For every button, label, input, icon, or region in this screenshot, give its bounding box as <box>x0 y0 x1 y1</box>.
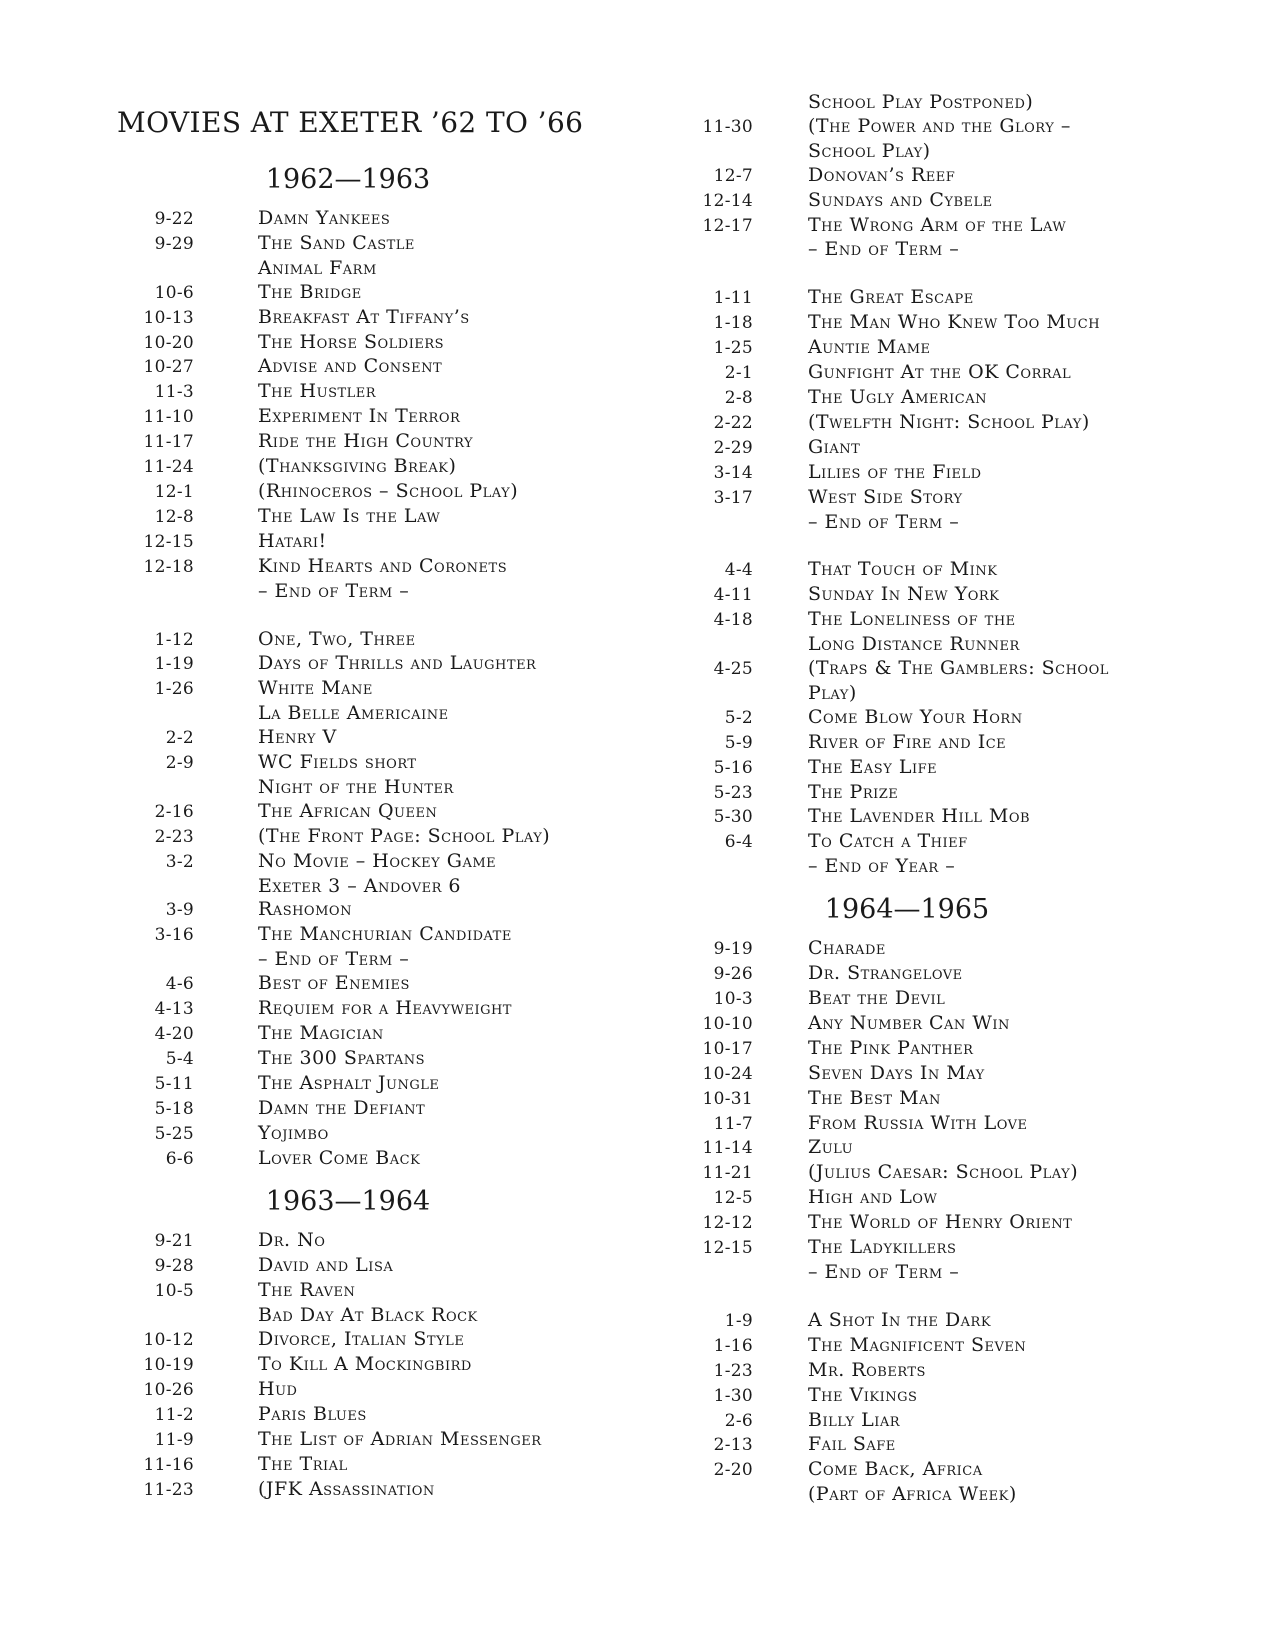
movie-title: From Russia With Love <box>808 1111 1028 1134</box>
movie-date: 10-5 <box>154 1281 194 1302</box>
movie-date: 9-19 <box>713 939 753 960</box>
movie-title: The World of Henry Orient <box>808 1211 1073 1234</box>
movie-row <box>117 972 579 997</box>
movie-title: The Magician <box>258 1022 384 1044</box>
movie-date: 10-20 <box>143 332 194 353</box>
movie-row <box>117 530 579 555</box>
movie-date: 11-24 <box>143 457 194 478</box>
term-gap <box>676 262 1138 286</box>
movie-date: 3-17 <box>713 487 753 508</box>
movie-row <box>117 1453 579 1478</box>
movie-title: To Catch a Thief <box>808 830 968 853</box>
movie-title: Lilies of the Field <box>808 460 982 483</box>
movie-date: 5-2 <box>724 707 753 728</box>
movie-date: 2-22 <box>713 412 753 433</box>
movie-title: Henry V <box>258 726 337 749</box>
movie-title: Donovan’s Reef <box>808 163 956 186</box>
movie-title: Breakfast At Tiffany’s <box>258 305 470 328</box>
movie-date: 4-25 <box>713 659 753 680</box>
term-gap <box>676 534 1138 558</box>
movie-title: Kind Hearts and Coronets <box>258 554 508 577</box>
movie-date: 11-21 <box>702 1163 753 1184</box>
movie-title: Come Back, Africa <box>808 1458 983 1481</box>
movie-title: The Ladykillers <box>808 1236 957 1259</box>
movie-title: (Thanksgiving Break) <box>258 455 457 478</box>
movie-title: Gunfight At the OK Corral <box>808 361 1072 384</box>
movie-date: 10-26 <box>143 1379 194 1400</box>
movie-title: The Trial <box>258 1452 348 1475</box>
movie-row <box>117 1097 579 1122</box>
movie-row <box>117 997 579 1022</box>
movie-title: The Raven <box>258 1279 356 1302</box>
movie-title: No Movie – Hockey Game <box>258 849 497 872</box>
movie-title: The Best Man <box>808 1086 941 1109</box>
movie-title: The Asphalt Jungle <box>258 1071 440 1094</box>
movie-date: 1-18 <box>713 313 753 334</box>
movie-title: Advise and Consent <box>258 355 443 378</box>
movie-row <box>676 1309 1138 1334</box>
movie-row <box>676 361 1138 386</box>
movie-row <box>117 380 579 405</box>
movie-row <box>676 1433 1138 1458</box>
term-gap <box>676 1285 1138 1309</box>
movie-title: The Pink Panther <box>808 1036 974 1059</box>
movie-row <box>117 898 579 923</box>
movie-date: 2-9 <box>165 753 194 774</box>
movie-date: 1-11 <box>713 288 753 309</box>
movie-title: (The Power and the Glory – <box>808 114 1071 137</box>
movie-title: The Wrong Arm of the Law <box>808 213 1067 236</box>
movie-title: (Traps & The Gamblers: School <box>808 657 1109 680</box>
movie-date: 6-4 <box>724 832 753 853</box>
movie-title: That Touch of Mink <box>808 558 998 581</box>
movie-row <box>676 140 1138 164</box>
movie-title: Billy Liar <box>808 1408 901 1431</box>
movie-row <box>117 652 579 677</box>
movie-title: Damn the Defiant <box>258 1096 426 1119</box>
movie-date: 4-20 <box>154 1024 194 1044</box>
movie-date: 10-19 <box>143 1354 194 1375</box>
movie-date: 12-17 <box>702 215 753 236</box>
term-gap <box>117 604 579 628</box>
movie-title: Beat the Devil <box>808 987 946 1009</box>
movie-row <box>676 1409 1138 1434</box>
season-heading: 1964—1965 <box>824 894 990 926</box>
movie-row <box>676 781 1138 806</box>
movie-date: 9-29 <box>154 233 194 254</box>
movie-title: Exeter 3 – Andover 6 <box>258 874 462 897</box>
movie-title: Experiment In Terror <box>258 405 461 428</box>
movie-row <box>676 1161 1138 1186</box>
movie-row <box>117 628 579 653</box>
movie-row <box>117 580 579 604</box>
movie-date: 11-30 <box>702 116 753 137</box>
movie-date: 10-10 <box>702 1013 753 1034</box>
movie-date: 9-26 <box>713 964 753 985</box>
movie-title: Sunday In New York <box>808 583 1000 606</box>
movie-row <box>676 682 1138 706</box>
movie-date: 11-2 <box>154 1404 194 1425</box>
movie-row <box>117 1072 579 1097</box>
movie-row <box>117 480 579 505</box>
movie-title: Dr. No <box>258 1229 326 1252</box>
movie-row <box>676 461 1138 486</box>
movie-title: Any Number Can Win <box>808 1011 1010 1034</box>
movie-date: 2-20 <box>713 1460 753 1481</box>
movie-row <box>676 1112 1138 1137</box>
movie-title: The Bridge <box>258 280 362 303</box>
movie-title: White Mane <box>258 677 373 700</box>
movie-title: (JFK Assassination <box>258 1477 435 1500</box>
movie-row <box>676 1334 1138 1359</box>
movie-title: Hatari! <box>258 529 327 552</box>
movie-row <box>117 677 579 702</box>
movie-row <box>676 91 1138 115</box>
movie-date: 3-9 <box>165 900 194 921</box>
movie-date: 5-16 <box>713 757 753 778</box>
movie-title: The Ugly American <box>808 385 988 408</box>
movie-title: River of Fire and Ice <box>808 730 1007 753</box>
movie-row <box>117 555 579 580</box>
movie-row <box>117 281 579 306</box>
movie-row <box>117 1378 579 1403</box>
movie-date: 11-17 <box>143 432 194 453</box>
movie-row <box>676 486 1138 511</box>
movie-title: Animal Farm <box>258 256 377 279</box>
movie-row <box>676 937 1138 962</box>
movie-row <box>676 1384 1138 1409</box>
movie-date: 5-30 <box>713 807 753 828</box>
movie-title: Sundays and Cybele <box>808 188 993 211</box>
movie-date: 1-25 <box>713 338 753 359</box>
movie-date: 2-29 <box>713 437 753 458</box>
movie-row <box>117 702 579 726</box>
movie-date: 10-17 <box>702 1038 753 1059</box>
movie-title: Zulu <box>808 1136 854 1159</box>
movie-date: 2-1 <box>724 363 753 384</box>
movie-row <box>676 1186 1138 1211</box>
movie-row <box>676 411 1138 436</box>
movie-date: 1-16 <box>713 1335 753 1356</box>
movie-title: Come Blow Your Horn <box>808 705 1023 728</box>
movie-date: 9-22 <box>154 209 194 229</box>
season-heading: 1963—1964 <box>265 1186 431 1218</box>
movie-date: 1-9 <box>724 1310 753 1331</box>
movie-date: 12-7 <box>713 165 753 186</box>
movie-row <box>676 830 1138 855</box>
movie-title: Long Distance Runner <box>808 633 1020 656</box>
movie-title: Days of Thrills and Laughter <box>258 652 537 675</box>
movie-title: Seven Days In May <box>808 1061 985 1084</box>
movie-date: 12-15 <box>143 531 194 552</box>
movie-date: 2-2 <box>165 728 194 749</box>
movie-date: 6-6 <box>165 1148 194 1169</box>
movie-title: Lover Come Back <box>258 1146 421 1169</box>
movie-row <box>676 286 1138 311</box>
movie-date: 10-12 <box>143 1330 194 1351</box>
movie-date: 2-23 <box>154 826 194 847</box>
movie-date: 1-26 <box>154 679 194 700</box>
movie-title: Damn Yankees <box>258 207 391 229</box>
movie-title: School Play) <box>808 139 931 162</box>
movie-row <box>676 1136 1138 1161</box>
movie-row <box>676 805 1138 830</box>
movie-date: 12-18 <box>143 556 194 577</box>
movie-row <box>117 1022 579 1047</box>
movie-title: West Side Story <box>808 485 963 508</box>
movie-row <box>117 355 579 380</box>
movie-row <box>676 1458 1138 1483</box>
movie-title: The Lavender Hill Mob <box>808 805 1031 828</box>
movie-title: Fail Safe <box>808 1433 896 1456</box>
movie-row <box>676 436 1138 461</box>
movie-title: The Vikings <box>808 1383 918 1406</box>
movie-row <box>676 311 1138 336</box>
movie-date: 10-13 <box>143 307 194 328</box>
movie-row <box>676 706 1138 731</box>
movie-row <box>676 511 1138 535</box>
movie-row <box>117 405 579 430</box>
movie-title: Paris Blues <box>258 1402 367 1425</box>
page-title: MOVIES AT EXETER ’62 TO ’66 <box>117 106 584 139</box>
movie-date: 2-8 <box>724 387 753 408</box>
movie-date: 3-16 <box>154 925 194 946</box>
movie-date: 5-9 <box>724 732 753 753</box>
movie-date: 3-2 <box>165 851 194 872</box>
movie-title: The Easy Life <box>808 755 938 778</box>
movie-title: – End of Year – <box>808 855 956 878</box>
movie-row <box>117 948 579 972</box>
movie-date: 11-10 <box>143 407 194 428</box>
movie-row <box>676 1483 1138 1507</box>
movie-row <box>676 987 1138 1012</box>
movie-title: Night of the Hunter <box>258 775 454 798</box>
movie-date: 12-12 <box>702 1213 753 1234</box>
movie-date: 4-4 <box>724 560 753 581</box>
movie-row <box>117 331 579 356</box>
movie-title: Yojimbo <box>258 1121 329 1144</box>
movie-row <box>117 1122 579 1147</box>
movie-title: The 300 Spartans <box>258 1046 425 1069</box>
movie-title: The Prize <box>808 780 899 803</box>
movie-title: Ride the High Country <box>258 430 474 453</box>
movie-title: David and Lisa <box>258 1254 394 1277</box>
movie-row <box>676 962 1138 987</box>
movie-row <box>676 238 1138 262</box>
movie-date: 10-31 <box>702 1088 753 1109</box>
movie-title: La Belle Americaine <box>258 702 449 725</box>
movie-title: Auntie Mame <box>808 336 931 359</box>
movie-date: 10-3 <box>713 989 753 1009</box>
movie-date: 3-14 <box>713 462 753 483</box>
movie-row <box>676 1236 1138 1261</box>
movie-row <box>117 726 579 751</box>
movie-title: One, Two, Three <box>258 627 416 650</box>
movie-row <box>676 855 1138 879</box>
movie-date: 10-6 <box>154 282 194 303</box>
movie-row <box>117 850 579 875</box>
movie-row <box>676 1261 1138 1285</box>
movie-date: 5-4 <box>165 1048 194 1069</box>
movie-title: Dr. Strangelove <box>808 962 963 985</box>
movie-date: 5-25 <box>154 1123 194 1144</box>
movie-title: The Law Is the Law <box>258 504 441 527</box>
movie-row <box>117 923 579 948</box>
movie-row <box>676 214 1138 239</box>
movie-title: WC Fields short <box>258 751 417 774</box>
movie-date: 1-12 <box>154 629 194 650</box>
movie-row <box>117 1353 579 1378</box>
movie-title: – End of Term – <box>808 1260 960 1283</box>
movie-title: The List of Adrian Messenger <box>258 1427 542 1450</box>
movie-row <box>117 207 579 232</box>
movie-row <box>676 731 1138 756</box>
left-column <box>117 103 584 1502</box>
movie-date: 1-19 <box>154 654 194 675</box>
movie-row <box>117 430 579 455</box>
movie-title: (Part of Africa Week) <box>808 1483 1017 1506</box>
movie-title: The Magnificent Seven <box>808 1333 1027 1356</box>
movie-title: School Play Postponed) <box>808 91 1034 113</box>
movie-row <box>676 115 1138 140</box>
movie-row <box>117 875 579 899</box>
movie-row <box>676 164 1138 189</box>
movie-date: 11-16 <box>143 1454 194 1475</box>
movie-row <box>117 1279 579 1304</box>
movie-date: 10-27 <box>143 357 194 378</box>
movie-row <box>676 583 1138 608</box>
right-column <box>676 91 1138 1507</box>
movie-row <box>117 1478 579 1503</box>
movie-title: (Rhinoceros – School Play) <box>258 479 519 502</box>
movie-date: 4-13 <box>154 999 194 1020</box>
movie-row <box>676 558 1138 583</box>
movie-title: – End of Term – <box>258 579 410 602</box>
movie-title: The Man Who Knew Too Much <box>808 311 1101 334</box>
movie-date: 9-21 <box>154 1231 194 1252</box>
movie-row <box>676 336 1138 361</box>
movie-date: 5-11 <box>154 1073 194 1094</box>
movie-title: The Loneliness of the <box>808 608 1016 631</box>
movie-date: 11-3 <box>154 382 194 403</box>
movie-title: (Julius Caesar: School Play) <box>808 1161 1079 1184</box>
movie-row <box>676 189 1138 214</box>
movie-row <box>117 455 579 480</box>
movie-date: 12-8 <box>154 506 194 527</box>
movie-row <box>117 776 579 800</box>
movie-row <box>676 1359 1138 1384</box>
season-heading: 1962—1963 <box>265 164 431 195</box>
movie-row <box>676 1211 1138 1236</box>
movie-row <box>117 257 579 281</box>
movie-row <box>117 1328 579 1353</box>
movie-row <box>117 1403 579 1428</box>
movie-row <box>117 751 579 776</box>
movie-row <box>676 1087 1138 1112</box>
movie-title: (The Front Page: School Play) <box>258 824 551 847</box>
movie-row <box>676 657 1138 682</box>
movie-row <box>676 1037 1138 1062</box>
movie-title: (Twelfth Night: School Play) <box>808 410 1090 433</box>
movie-title: The Hustler <box>258 380 377 403</box>
movie-title: Bad Day At Black Rock <box>258 1304 478 1327</box>
movie-title: Play) <box>808 681 857 704</box>
movie-title: – End of Term – <box>258 948 410 971</box>
movie-row <box>117 1428 579 1453</box>
movie-date: 11-9 <box>154 1429 194 1450</box>
movie-row <box>117 505 579 530</box>
movie-date: 1-30 <box>713 1385 753 1406</box>
movie-date: 2-16 <box>154 801 194 822</box>
movie-row <box>676 386 1138 411</box>
movie-title: Mr. Roberts <box>808 1358 926 1381</box>
movie-title: Rashomon <box>258 898 352 921</box>
movie-row <box>117 1229 579 1254</box>
movie-date: 10-24 <box>702 1063 753 1084</box>
movie-title: The Horse Soldiers <box>258 330 445 353</box>
movie-title: High and Low <box>808 1186 938 1209</box>
movie-row <box>117 1147 579 1172</box>
movie-row <box>117 825 579 850</box>
movie-date: 11-23 <box>143 1479 194 1500</box>
movie-date: 5-23 <box>713 782 753 803</box>
movie-row <box>117 232 579 257</box>
movie-title: A Shot In the Dark <box>808 1308 992 1331</box>
movie-date: 11-14 <box>702 1138 753 1159</box>
movie-title: Charade <box>808 937 886 960</box>
movie-title: Divorce, Italian Style <box>258 1328 465 1351</box>
movie-row <box>676 1012 1138 1037</box>
movie-title: Giant <box>808 435 861 458</box>
movie-date: 12-1 <box>154 481 194 502</box>
movie-date: 9-28 <box>154 1256 194 1277</box>
movie-title: The Manchurian Candidate <box>258 923 512 946</box>
movie-title: The African Queen <box>258 799 438 822</box>
movie-date: 4-11 <box>713 585 753 606</box>
movie-title: The Great Escape <box>808 286 974 309</box>
movie-title: Requiem for a Heavyweight <box>258 997 512 1020</box>
movie-date: 2-13 <box>713 1435 753 1456</box>
movie-row <box>117 306 579 331</box>
movie-row <box>117 800 579 825</box>
movie-date: 2-6 <box>724 1410 753 1431</box>
movie-row <box>676 608 1138 633</box>
movie-date: 12-14 <box>702 190 753 211</box>
movie-date: 4-6 <box>165 974 194 995</box>
movie-title: – End of Term – <box>808 510 960 533</box>
movie-row <box>117 1254 579 1279</box>
movie-date: 12-15 <box>702 1238 753 1259</box>
movie-date: 1-23 <box>713 1360 753 1381</box>
movie-row <box>676 756 1138 781</box>
movie-title: Hud <box>258 1377 298 1400</box>
movie-row <box>117 1047 579 1072</box>
movie-title: To Kill A Mockingbird <box>258 1352 472 1375</box>
movie-row <box>676 633 1138 657</box>
movie-date: 4-18 <box>713 610 753 631</box>
movie-date: 11-7 <box>713 1113 753 1134</box>
movie-date: 12-5 <box>713 1188 753 1209</box>
movie-title: Best of Enemies <box>258 972 410 995</box>
movie-date: 5-18 <box>154 1098 194 1119</box>
movie-row <box>117 1304 579 1328</box>
movie-title: The Sand Castle <box>258 231 415 254</box>
movie-title: – End of Term – <box>808 238 960 261</box>
movie-row <box>676 1062 1138 1087</box>
